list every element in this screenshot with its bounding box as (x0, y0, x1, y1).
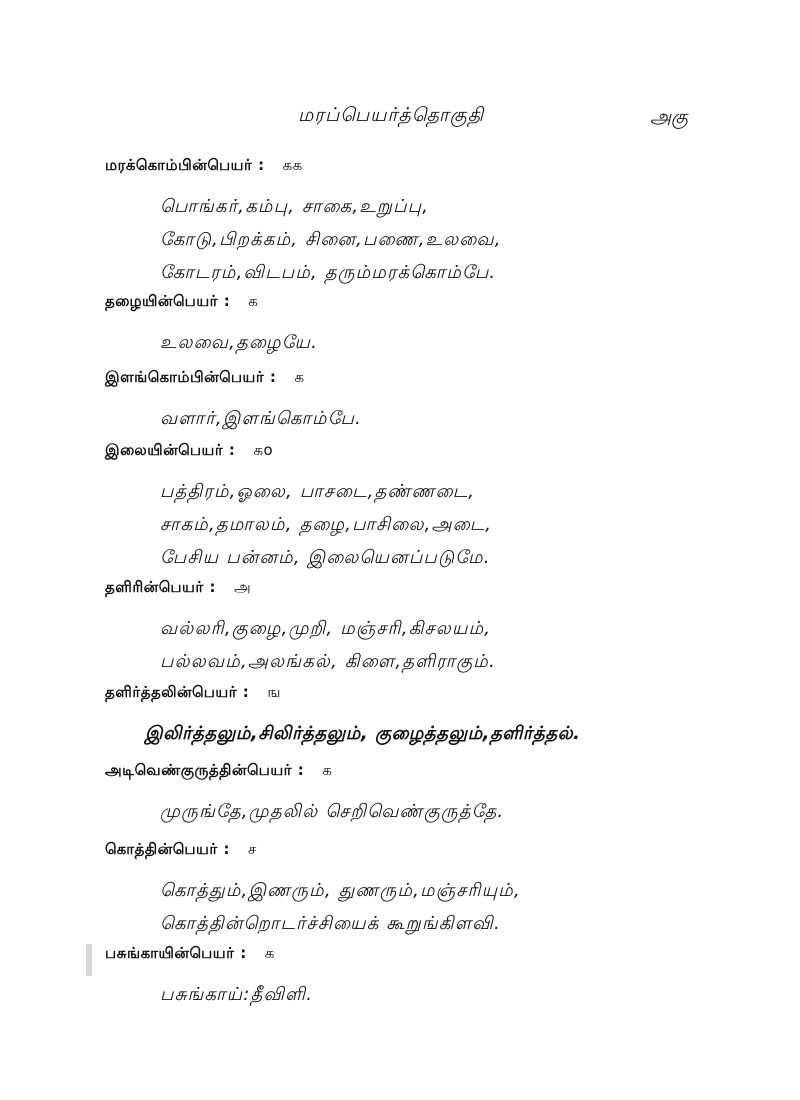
scan-margin-shadow (86, 944, 92, 976)
entry-unripe-fruit (105, 944, 313, 1011)
verse (160, 978, 313, 1011)
verse (160, 326, 318, 359)
entry-heading (105, 368, 362, 388)
verse (160, 795, 504, 828)
heading-text: கொத்தின்பெயர் : (105, 840, 230, 858)
entry-leaf (105, 441, 492, 574)
entry-heading (105, 683, 581, 703)
verse-line: சாகம்,தமாலம், தழை,பாசிலை,அடை, (160, 514, 493, 535)
verse-line: கோடரம்,விடபம், தரும்மரக்கொம்பே. (160, 262, 497, 283)
entry-young-branch (105, 368, 362, 435)
entry-heading (105, 761, 504, 781)
verse-line: கோடு,பிறக்கம், சினை,பணை,உலவை, (160, 229, 502, 250)
entry-sprout (105, 578, 496, 678)
verse-line: பத்திரம்,ஓலை, பாசடை,தண்ணடை, (160, 481, 476, 502)
verse-line: பேசிய பன்னம், இலையெனப்படுமே. (160, 547, 491, 568)
heading-text: தளிரின்பெயர் : (105, 578, 216, 596)
verse-line: முருங்தே,முதலில் செறிவெண்குருத்தே. (160, 801, 505, 822)
verse (160, 612, 496, 678)
verse-line: வல்லரி,குழை,முறி, மஞ்சரி,கிசலயம், (160, 618, 492, 639)
entry-heading (105, 840, 521, 860)
verse (160, 874, 521, 940)
verse-line: இலிர்த்தலும்,சிலிர்த்தலும், குழைத்தலும்,தளிர்த்தல். (145, 723, 581, 744)
page-number: அகு (650, 106, 688, 128)
word-count: க (264, 944, 275, 962)
word-count: அ (233, 578, 252, 596)
verse-line: பல்லவம்,அலங்கல், கிளை,தளிராகும். (160, 651, 496, 672)
heading-text: தழையின்பெயர் : (105, 292, 231, 310)
heading-text: தளிர்த்தலின்பெயர் : (105, 683, 250, 701)
entry-white-tender-shoot (105, 761, 504, 828)
word-count: க (248, 292, 259, 310)
entry-sprouting (105, 683, 581, 750)
entry-cluster (105, 840, 521, 940)
entry-heading (105, 156, 502, 176)
verse-line: உலவை,தழையே. (160, 332, 319, 353)
word-count: க (294, 368, 305, 386)
word-count: கக (282, 156, 303, 174)
verse (160, 475, 492, 574)
verse-line: கொத்தும்,இணரும், துணரும்,மஞ்சரியும், (160, 880, 521, 901)
verse (145, 717, 581, 750)
entry-heading (105, 441, 492, 461)
heading-text: பசுங்காயின்பெயர் : (105, 944, 247, 962)
entry-tree-branch (105, 156, 502, 289)
entry-heading (105, 944, 313, 964)
entry-heading (105, 292, 318, 312)
word-count: கo (253, 441, 274, 459)
verse-line: பசுங்காய்:தீவிளி. (160, 984, 314, 1005)
heading-text: இலையின்பெயர் : (105, 441, 236, 459)
verse-line: பொங்கர்,கம்பு, சாகை,உறுப்பு, (160, 196, 430, 217)
word-count: ங (267, 683, 281, 701)
verse (160, 402, 362, 435)
heading-text: அடிவெண்குருத்தின்பெயர் : (105, 761, 305, 779)
verse-line: வளார்,இளங்கொம்பே. (160, 408, 363, 429)
heading-text: மரக்கொம்பின்பெயர் : (105, 156, 265, 174)
word-count: க (322, 761, 333, 779)
word-count: ச (247, 840, 257, 858)
running-title: மரப்பெயர்த்தொகுதி (298, 104, 485, 126)
verse-line: கொத்தின்றொடர்ச்சியைக் கூறுங்கிளவி. (160, 913, 501, 934)
heading-text: இளங்கொம்பின்பெயர் : (105, 368, 277, 386)
entry-leafy-twig (105, 292, 318, 359)
verse (160, 190, 502, 289)
entry-heading (105, 578, 496, 598)
